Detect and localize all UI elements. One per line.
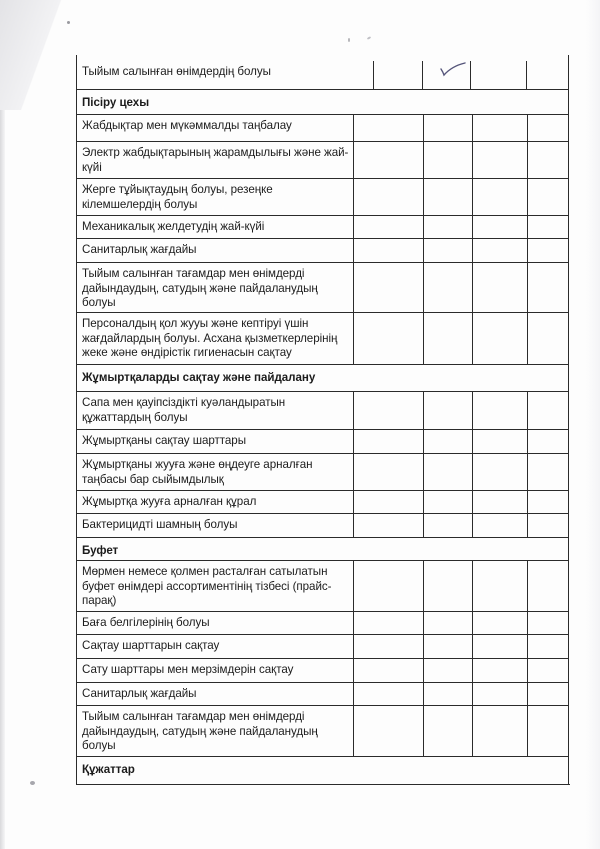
mark-cell-3[interactable]	[472, 491, 527, 513]
mark-cell-1[interactable]	[353, 635, 423, 658]
mark-cell-4[interactable]	[527, 142, 569, 178]
criterion-label: Тыйым салынған тағамдар мен өнімдерді дайындаудың, сатудың және пайдаланудың болуы	[82, 267, 318, 310]
table-row	[76, 262, 569, 312]
mark-cell-2[interactable]	[423, 239, 472, 262]
mark-cell-1[interactable]	[373, 55, 422, 89]
table-row	[76, 178, 569, 215]
mark-cell-4[interactable]	[527, 179, 569, 215]
mark-cell-2[interactable]	[423, 683, 472, 705]
table-row	[76, 560, 569, 611]
table-row	[76, 453, 569, 490]
mark-cell-4[interactable]	[527, 659, 569, 682]
mark-cell-3[interactable]	[472, 142, 527, 178]
table-row	[76, 215, 569, 238]
mark-cell-3[interactable]	[472, 239, 527, 262]
mark-cell-3[interactable]	[472, 263, 527, 312]
section-header-row	[76, 364, 569, 391]
mark-cell-2[interactable]	[423, 514, 472, 537]
criterion-label: Жұмыртқа жууға арналған құрал	[82, 495, 257, 508]
criterion-label: Жерге тұйықтаудың болуы, резеңке кілемшелердің болуы	[82, 183, 273, 211]
criterion-label: Бактерицидті шамның болуы	[82, 518, 238, 531]
mark-cell-1[interactable]	[353, 683, 423, 705]
mark-cell-4[interactable]	[527, 635, 569, 658]
section-title: Буфет	[82, 544, 119, 557]
mark-cell-4[interactable]	[527, 561, 569, 611]
criterion-label: Тыйым салынған өнімдердің болуы	[82, 65, 271, 78]
criterion-label: Санитарлық жағдайы	[82, 687, 197, 700]
mark-cell-3[interactable]	[472, 179, 527, 215]
mark-cell-1[interactable]	[353, 142, 423, 178]
criterion-label: Сату шарттары мен мерзімдерін сақтау	[82, 663, 294, 676]
checkmark-icon	[438, 60, 468, 80]
section-title: Жұмыртқаларды сақтау және пайдалану	[82, 371, 316, 384]
mark-cell-3[interactable]	[472, 454, 527, 490]
section-header-row	[76, 537, 569, 560]
section-header-row	[76, 89, 569, 114]
mark-cell-3[interactable]	[472, 430, 527, 453]
mark-cell-4[interactable]	[527, 239, 569, 262]
mark-cell-1[interactable]	[353, 491, 423, 513]
criterion-label: Персоналдың қол жууы және кептіруі үшін жағдайлардың болуы. Асхана қызметкерлерінің жеке және өндірістік гигиенасын сақтау	[82, 317, 338, 360]
table-row	[76, 611, 569, 634]
mark-cell-4[interactable]	[527, 263, 569, 312]
table-row	[76, 490, 569, 513]
mark-cell-3[interactable]	[472, 115, 527, 141]
mark-cell-4[interactable]	[527, 430, 569, 453]
mark-cell-4[interactable]	[526, 55, 569, 89]
criterion-label: Тыйым салынған тағамдар мен өнімдерді дайындаудың, сатудың және пайдаланудың болуы	[82, 710, 318, 753]
mark-cell-3[interactable]	[472, 683, 527, 705]
criterion-label: Механикалық желдетудің жай-күйі	[82, 220, 265, 233]
mark-cell-4[interactable]	[527, 115, 569, 141]
table-row	[76, 429, 569, 453]
criterion-label: Жабдықтар мен мүкәммалды таңбалау	[82, 119, 292, 132]
mark-cell-4[interactable]	[527, 313, 569, 364]
mark-cell-2[interactable]	[423, 430, 472, 453]
section-header-row	[76, 756, 569, 784]
criterion-label: Жұмыртқаны жууға және өңдеуге арналған таңбасы бар сыйымдылық	[82, 458, 313, 486]
mark-cell-4[interactable]	[527, 491, 569, 513]
mark-cell-1[interactable]	[353, 430, 423, 453]
mark-cell-2[interactable]	[423, 179, 472, 215]
mark-cell-1[interactable]	[353, 659, 423, 682]
mark-cell-1[interactable]	[353, 263, 423, 312]
mark-cell-1[interactable]	[353, 612, 423, 634]
mark-cell-1[interactable]	[353, 454, 423, 490]
criterion-label: Электр жабдықтарының жарамдылығы және жай-күйі	[82, 146, 349, 174]
table-row	[76, 658, 569, 682]
mark-cell-2[interactable]	[423, 659, 472, 682]
mark-cell-1[interactable]	[353, 392, 423, 429]
table-row	[76, 391, 569, 429]
mark-cell-1[interactable]	[353, 239, 423, 262]
mark-cell-4[interactable]	[527, 392, 569, 429]
table-row	[76, 238, 569, 262]
mark-cell-1[interactable]	[353, 216, 423, 238]
mark-cell-2[interactable]	[423, 313, 472, 364]
mark-cell-2[interactable]	[423, 263, 472, 312]
mark-cell-2[interactable]	[423, 216, 472, 238]
mark-cell-3[interactable]	[472, 514, 527, 537]
mark-cell-3[interactable]	[472, 612, 527, 634]
table-bottom-border	[76, 784, 570, 785]
mark-cell-2[interactable]	[423, 392, 472, 429]
mark-cell-4[interactable]	[527, 216, 569, 238]
mark-cell-1[interactable]	[353, 313, 423, 364]
mark-cell-2[interactable]	[423, 706, 472, 756]
mark-cell-3[interactable]	[472, 659, 527, 682]
mark-cell-2[interactable]	[423, 491, 472, 513]
criterion-label: Баға белгілерінің болуы	[82, 616, 210, 629]
criterion-label: Санитарлық жағдайы	[82, 243, 197, 256]
mark-cell-3[interactable]	[472, 635, 527, 658]
table-row	[76, 141, 569, 178]
mark-cell-3[interactable]	[472, 216, 527, 238]
table-row	[76, 114, 569, 141]
table-row	[76, 705, 569, 756]
mark-cell-2[interactable]	[423, 561, 472, 611]
table-row	[76, 513, 569, 537]
criterion-label: Сақтау шарттарын сақтау	[82, 639, 220, 652]
mark-cell-4[interactable]	[527, 683, 569, 705]
mark-cell-4[interactable]	[527, 514, 569, 537]
mark-cell-2[interactable]	[423, 115, 472, 141]
mark-cell-3[interactable]	[472, 561, 527, 611]
mark-cell-2[interactable]	[423, 635, 472, 658]
criterion-label: Жұмыртқаны сақтау шарттары	[82, 434, 246, 447]
criterion-label: Мөрмен немесе қолмен расталған сатылатын буфет өнімдері ассортиментінің тізбесі (прайс-парақ)	[82, 565, 332, 608]
mark-cell-4[interactable]	[527, 454, 569, 490]
mark-cell-3[interactable]	[472, 392, 527, 429]
table-row	[76, 682, 569, 705]
mark-cell-2[interactable]	[423, 142, 472, 178]
mark-cell-3[interactable]	[470, 55, 526, 89]
mark-cell-1[interactable]	[353, 706, 423, 756]
mark-cell-1[interactable]	[353, 561, 423, 611]
mark-cell-2[interactable]	[423, 612, 472, 634]
section-title: Пісіру цехы	[82, 96, 150, 109]
table-row	[76, 312, 569, 364]
mark-cell-1[interactable]	[353, 179, 423, 215]
criterion-label: Сапа мен қауіпсіздікті куәландыратын құжаттардың болуы	[82, 396, 286, 424]
mark-cell-1[interactable]	[353, 514, 423, 537]
mark-cell-4[interactable]	[527, 706, 569, 756]
mark-cell-3[interactable]	[472, 706, 527, 756]
section-title: Құжаттар	[82, 763, 135, 776]
mark-cell-4[interactable]	[527, 612, 569, 634]
table-row	[76, 55, 569, 89]
mark-cell-3[interactable]	[472, 313, 527, 364]
table-row	[76, 634, 569, 658]
mark-cell-1[interactable]	[353, 115, 423, 141]
mark-cell-2[interactable]	[423, 454, 472, 490]
